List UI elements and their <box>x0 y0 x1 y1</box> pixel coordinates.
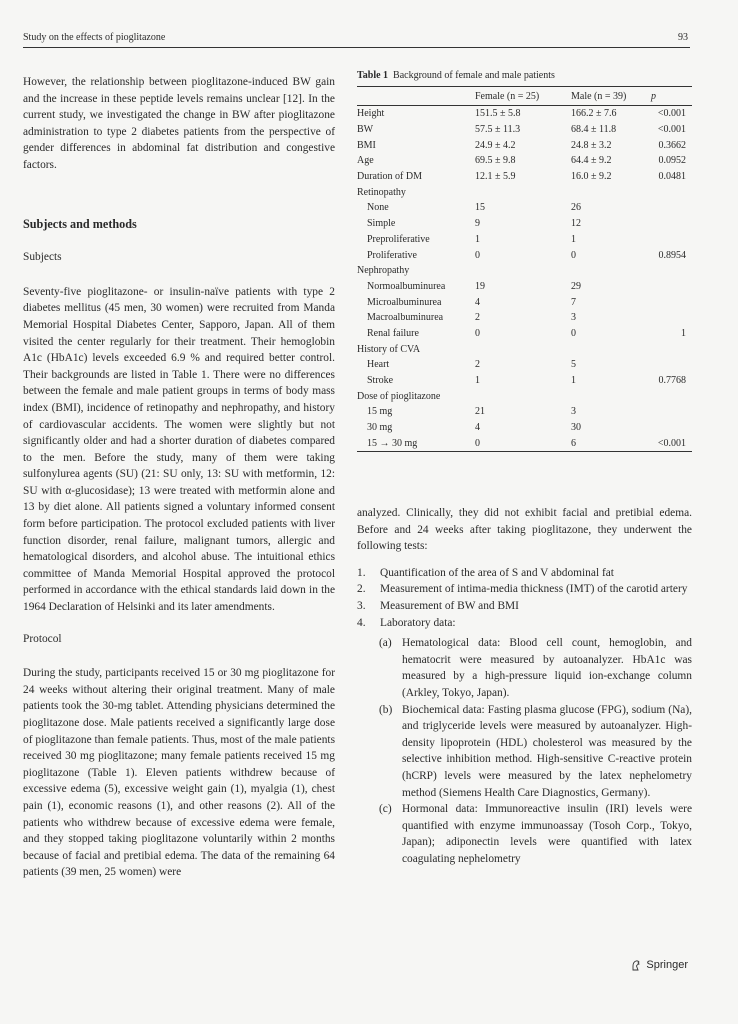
subjects-heading: Subjects <box>23 251 62 264</box>
table-header-male: Male (n = 39) <box>561 87 649 106</box>
table-cell-label: Microalbuminurea <box>367 296 442 308</box>
table-cell-female: 4 <box>475 422 480 434</box>
table-cell-male <box>561 184 649 200</box>
table-cell-female: 15 <box>475 202 485 214</box>
lab-data-item <box>357 801 692 867</box>
table-cell-male <box>561 341 649 357</box>
table-cell-female: 24.9 ± 4.2 <box>475 139 516 151</box>
springer-knight-icon <box>630 959 642 971</box>
test-number: 2. <box>357 583 366 596</box>
table-cell-male <box>561 388 649 404</box>
test-text: Laboratory data: <box>380 616 456 629</box>
table-cell-label: Heart <box>367 359 390 371</box>
table-cell-female: 0 <box>475 249 480 261</box>
table-cell-label: BW <box>357 124 374 136</box>
table-cell-female: 2 <box>475 359 480 371</box>
table-cell-p: 0.7768 <box>658 375 686 387</box>
table-row <box>357 247 692 263</box>
table-row <box>357 137 692 153</box>
table-row <box>357 200 692 216</box>
table-cell-male: 68.4 ± 11.8 <box>571 124 617 136</box>
table-cell-label: Preproliferative <box>367 233 430 245</box>
lab-item-text: Hormonal data: Immunoreactive insulin (IRI) levels were quantified with enzyme immunoassay (Tosoh Corp., Tokyo, Japan); adiponectin levels were quantified with latex coagulating nephelometry <box>402 803 692 865</box>
table-cell-p <box>649 404 692 420</box>
table-cell-female: 9 <box>475 218 480 230</box>
table-cell-label: Nephropathy <box>357 265 410 277</box>
table-cell-female: 0 <box>475 327 480 339</box>
table-cell-p: <0.001 <box>657 124 686 136</box>
table-cell-female: 12.1 ± 5.9 <box>475 171 516 183</box>
table-cell-label: 15 → 30 mg <box>357 435 459 451</box>
table-row <box>357 388 692 404</box>
test-item <box>357 598 692 615</box>
subjects-paragraph: Seventy-five pioglitazone- or insulin-naïve patients with type 2 diabetes mellitus (45 men, 30 women) were recruited from Manda Memorial Hospital Diabetes Center, Sapporo, Japan. All of them visited the center regularly for their treatment. Their hemoglobin A1c (HbA1c) levels exceeded 6.9 % and required better control. Their backgrounds are listed in Table 1. There were no differences between the female and male patient groups in terms of body mass index (BMI), incidence of retinopathy and nephropathy, and history of cardiovascular accidents. The women were slightly but not significantly older and had a shorter duration of diabetes compared to the men. Before the study, many of them were taking sulfonylurea agents (SU) (21: SU only, 13: SU with metformin, 12: SU with α-glucosidase); 13 were treated with metformin alone and 13 by diet alone. All patients signed a voluntary informed consent form before participation. The protocol excluded patients with liver function disorder, renal failure, malignant tumors, allergic and hematological disorders, and alcohol abuse. The intuitional ethics committee of Manda Memorial Hospital approved the protocol performed in accordance with the ethical standards laid down in the 1964 Declaration of Helsinki and its later amendments. <box>23 285 335 614</box>
table-cell-male: 6 <box>561 435 649 451</box>
table-cell-p: 0.0481 <box>658 171 686 183</box>
table-cell-male: 0 <box>571 249 576 261</box>
table-cell-male: 16.0 ± 9.2 <box>571 171 612 183</box>
table-cell-label: Stroke <box>367 375 394 387</box>
test-number: 3. <box>357 599 366 612</box>
table-row <box>357 341 692 357</box>
table-cell-male: 29 <box>571 280 581 292</box>
lab-item-letter: (b) <box>379 703 393 716</box>
table-cell-female: 21 <box>475 406 485 418</box>
table-cell-p <box>649 200 692 216</box>
table-cell-male: 1 <box>571 375 576 387</box>
table-row <box>357 169 692 185</box>
table-cell-female: 4 <box>475 296 480 308</box>
test-text: Measurement of BW and BMI <box>380 599 519 612</box>
table-cell-label: Proliferative <box>367 249 417 261</box>
table-cell-p <box>649 310 692 326</box>
table-row <box>357 310 692 326</box>
table-cell-male: 30 <box>571 422 581 434</box>
table-cell-p: 0.0952 <box>658 155 686 167</box>
test-number: 1. <box>357 566 366 579</box>
table-body <box>357 106 692 452</box>
table-cell-label: Height <box>357 108 385 120</box>
table-cell-p <box>649 279 692 295</box>
lab-item-letter: (a) <box>379 637 392 650</box>
table-cell-label: Age <box>357 155 374 167</box>
table-cell-female <box>459 263 561 279</box>
table-header-blank <box>357 87 459 106</box>
lab-data-item <box>357 635 692 701</box>
table-cell-female <box>459 184 561 200</box>
table-cell-male: 3 <box>571 312 576 324</box>
background-table <box>357 86 692 452</box>
table-cell-p: <0.001 <box>649 435 692 451</box>
table-cell-female <box>459 341 561 357</box>
table-cell-label: Macroalbuminurea <box>367 312 444 324</box>
table-cell-female: 57.5 ± 11.3 <box>475 124 521 136</box>
table-row <box>357 279 692 295</box>
protocol-heading: Protocol <box>23 632 62 645</box>
table-cell-male: 0 <box>571 327 576 339</box>
lab-item-text: Biochemical data: Fasting plasma glucose (FPG), sodium (Na), and triglyceride levels were measured by autoanalyzer. High-density lipoprotein (HDL) cholesterol was measured by the selective inhibition method. High-sensitive C-reactive protein (hCRP) levels were measured by the latex nephelometry method (Siemens Health Care Diagnostics, Germany). <box>402 703 692 799</box>
table-cell-male <box>561 263 649 279</box>
table-cell-label: History of CVA <box>357 343 421 355</box>
table-row <box>357 184 692 200</box>
test-item <box>357 581 692 598</box>
table-row <box>357 373 692 389</box>
table-cell-female: 151.5 ± 5.8 <box>475 108 521 120</box>
test-text: Measurement of intima-media thickness (IMT) of the carotid artery <box>380 583 688 596</box>
table-cell-female: 69.5 ± 9.8 <box>475 155 516 167</box>
table-row <box>357 122 692 138</box>
right-column <box>357 505 692 867</box>
lab-item-text: Hematological data: Blood cell count, hemoglobin, and hematocrit were measured by autoanalyzer. HbA1c was measured by a high-pressure liquid ion-exchange column (Arkley, Tokyo, Japan). <box>402 637 692 699</box>
table-cell-p <box>649 263 692 279</box>
table-cell-p <box>649 420 692 436</box>
table-1 <box>357 70 692 452</box>
table-cell-male: 1 <box>571 233 576 245</box>
table-row <box>357 216 692 232</box>
table-header-p: p <box>649 87 692 106</box>
table-cell-female: 2 <box>475 312 480 324</box>
table-row <box>357 232 692 248</box>
lab-data-item <box>357 702 692 802</box>
table-row <box>357 153 692 169</box>
table-cell-label: Renal failure <box>367 327 419 339</box>
table-cell-p <box>649 232 692 248</box>
table-caption-text: Background of female and male patients <box>393 70 555 81</box>
header-rule <box>23 47 690 48</box>
protocol-paragraph: During the study, participants received 15 or 30 mg pioglitazone for 24 weeks without altering their original treatment. Many of male patients took the 30-mg tablet. Attending physicians determined the pioglitazone dose. Male patients received a significantly large dose of pioglitazone than female patients. Thus, most of the male patients received 30 mg pioglitazone; many female patients received 15 mg pioglitazone (Table 1). Eleven patients withdrew because of excessive edema (5), excessive weight gain (1), myalgia (1), chest pain (1), economic reasons (1), and other reasons (2). All of the patients who withdrew because of excessive edema were female, and they stopped taking pioglitazone voluntarily within 2 months because of facial and pretibial edema. The data of the remaining 64 patients (39 men, 25 women) were <box>23 667 335 879</box>
table-cell-label: Dose of pioglitazone <box>357 390 441 402</box>
test-number: 4. <box>357 616 366 629</box>
table-cell-male: 3 <box>571 406 576 418</box>
test-text: Quantification of the area of S and V abdominal fat <box>380 566 614 579</box>
table-cell-female: 19 <box>475 280 485 292</box>
table-cell-label: Retinopathy <box>357 186 406 198</box>
table-cell-label: 15 mg <box>367 406 393 418</box>
table-cell-p <box>649 357 692 373</box>
table-cell-female: 1 <box>475 375 480 387</box>
table-cell-female: 0 <box>459 435 561 451</box>
table-cell-p <box>649 184 692 200</box>
section-heading: Subjects and methods <box>23 216 137 231</box>
publisher-name: Springer <box>646 959 688 971</box>
page-number: 93 <box>678 32 688 43</box>
table-cell-female: 1 <box>475 233 480 245</box>
left-column <box>23 74 335 881</box>
table-cell-label: Duration of DM <box>357 171 422 183</box>
table-row <box>357 326 692 342</box>
table-cell-male: 5 <box>571 359 576 371</box>
table-row <box>357 357 692 373</box>
table-cell-label: None <box>367 202 389 214</box>
lab-data-list <box>357 635 692 867</box>
table-cell-male: 166.2 ± 7.6 <box>571 108 617 120</box>
table-row <box>357 294 692 310</box>
table-cell-p <box>649 294 692 310</box>
table-row <box>357 106 692 122</box>
lab-data-sublist-container <box>357 631 692 867</box>
table-cell-male: 12 <box>571 218 581 230</box>
table-cell-male: 26 <box>571 202 581 214</box>
lab-item-letter: (c) <box>379 803 392 816</box>
table-cell-p <box>649 216 692 232</box>
table-caption <box>357 70 692 81</box>
table-cell-female <box>459 388 561 404</box>
table-cell-label: BMI <box>357 139 376 151</box>
intro-paragraph: However, the relationship between pioglitazone-induced BW gain and the increase in these peptide levels remains unclear [12]. In the current study, we investigated the change in BW after pioglitazone administration to type 2 diabetes patients from the perspective of gender differences in abdominal fat distribution and congestive factors. <box>23 76 335 171</box>
table-cell-label: 30 mg <box>367 422 393 434</box>
continuation-paragraph: analyzed. Clinically, they did not exhibit facial and pretibial edema. Before and 24 weeks after taking pioglitazone, they underwent the following tests: <box>357 507 692 553</box>
table-cell-male: 7 <box>571 296 576 308</box>
table-cell-p <box>649 341 692 357</box>
table-label: Table 1 <box>357 70 389 81</box>
tests-list <box>357 565 692 868</box>
table-row <box>357 263 692 279</box>
table-cell-p: 0.8954 <box>658 249 686 261</box>
table-cell-label: Normoalbuminurea <box>367 280 446 292</box>
test-item <box>357 615 692 632</box>
table-row <box>357 435 692 451</box>
table-cell-label: Simple <box>367 218 396 230</box>
publisher-logo <box>630 959 688 971</box>
table-cell-male: 24.8 ± 3.2 <box>571 139 612 151</box>
table-cell-male: 64.4 ± 9.2 <box>571 155 612 167</box>
table-row <box>357 404 692 420</box>
table-row <box>357 420 692 436</box>
test-item <box>357 565 692 582</box>
running-title: Study on the effects of pioglitazone <box>23 32 166 43</box>
table-cell-p <box>649 388 692 404</box>
table-cell-p: <0.001 <box>657 108 686 120</box>
table-cell-p: 0.3662 <box>658 139 686 151</box>
table-cell-p: 1 <box>681 327 686 339</box>
table-header-female: Female (n = 25) <box>459 87 561 106</box>
